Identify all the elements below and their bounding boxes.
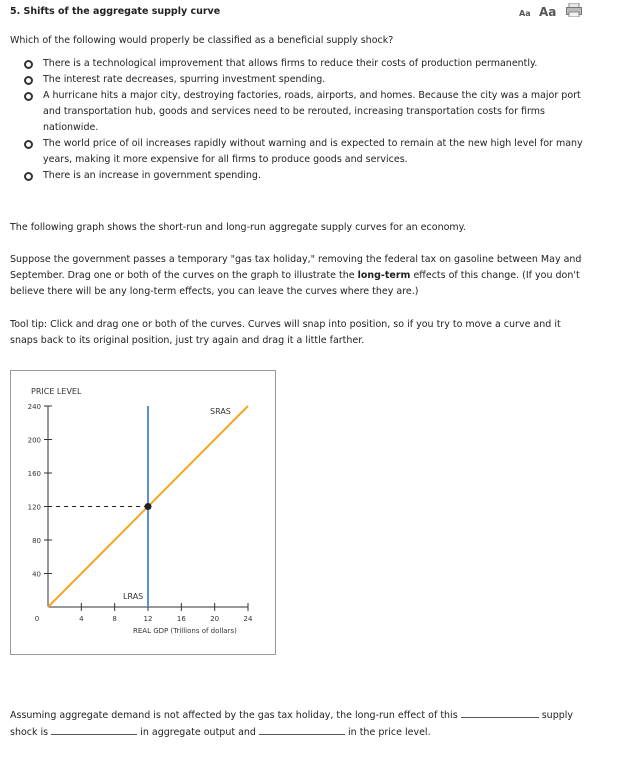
answer-option-4[interactable] [24,139,583,168]
graph-intro-text: The following graph shows the short-run and long-run aggregate supply curves for an economy. [10,222,466,233]
answer-option-label: There is a technological improvement that allows firms to reduce their costs of production permanently. [43,58,538,69]
radio-button[interactable] [24,76,33,85]
scenario-text [10,252,590,300]
answer-option-label: There is an increase in government spending. [43,170,261,181]
x-tick-label: 0 [34,615,40,623]
fill-text-part5: in the price level. [348,727,431,738]
lras-label: LRAS [123,592,144,601]
radio-button[interactable] [24,172,33,181]
x-axis-label: REAL GDP (Trillions of dollars) [133,627,237,635]
answer-option-5[interactable] [24,171,583,184]
x-tick-label: 20 [210,615,220,623]
y-tick-label: 120 [27,503,41,512]
x-tick-label: 8 [112,615,117,623]
answer-option-label: A hurricane hits a major city, destroying factories, roads, airports, and homes. Because the city was a major port and transportation hub, goods and services need to be rerouted, increasing transportation costs for firms nationwide. [43,90,581,133]
equilibrium-point [145,503,152,510]
answer-option-label: The world price of oil increases rapidly without warning and is expected to remain at the new high level for many years, making it more expensive for all firms to produce goods and services. [43,138,583,165]
x-tick-label: 24 [243,615,253,623]
fill-text-part2: supply [541,710,574,721]
scenario-text-part1: Suppose the government passes a temporary "gas tax holiday," removing the federal tax on gasoline between May and September. Drag one or both of the curves on the graph to illustrate the [10,254,582,281]
y-tick-label: 160 [27,470,41,478]
x-tick-label: 16 [176,615,186,623]
print-icon[interactable] [566,3,582,17]
font-size-small-button[interactable]: Aa [519,9,531,18]
x-tick-label: 4 [79,615,84,623]
radio-button[interactable] [24,92,33,101]
y-axis-label: PRICE LEVEL [31,387,82,396]
answer-option-1[interactable] [24,59,583,72]
fill-text-part1: Assuming aggregate demand is not affected by the gas tax holiday, the long-run effect of this [10,710,458,721]
fill-text-part3: shock is [10,727,49,738]
y-tick-label: 240 [27,403,41,411]
answer-option-2[interactable] [24,75,583,88]
radio-button[interactable] [24,60,33,69]
y-tick-label: 80 [32,537,41,545]
scenario-text-part2: effects of this change. (If you don't believe there will be any long-term effects, you can leave the curves where they are.) [10,270,580,297]
supply-shock-type-dropdown[interactable] [461,707,539,718]
answer-option-3[interactable] [24,91,583,136]
output-effect-dropdown[interactable] [51,724,137,735]
price-level-effect-dropdown[interactable] [259,724,345,735]
x-tick-label: 12 [143,615,153,623]
tooltip-text: Tool tip: Click and drag one or both of the curves. Curves will snap into position, so if you try to move a curve and it snaps back to its original position, just try again and drag it a little farther. [10,319,561,346]
radio-button[interactable] [24,140,33,149]
fill-text-part4: in aggregate output and [140,727,256,738]
fill-in-sentence [10,707,610,741]
graph-panel [10,370,276,655]
y-tick-label: 40 [32,570,41,579]
question-prompt: Which of the following would properly be classified as a beneficial supply shock? [10,35,394,46]
as-graph [11,371,275,654]
y-tick-label: 200 [27,436,41,445]
scenario-text-emphasis: long-term [357,270,411,281]
sras-label: SRAS [210,407,231,416]
question-title: 5. Shifts of the aggregate supply curve [10,6,221,17]
answer-option-label: The interest rate decreases, spurring investment spending. [43,74,326,85]
font-size-large-button[interactable]: Aa [539,5,557,19]
